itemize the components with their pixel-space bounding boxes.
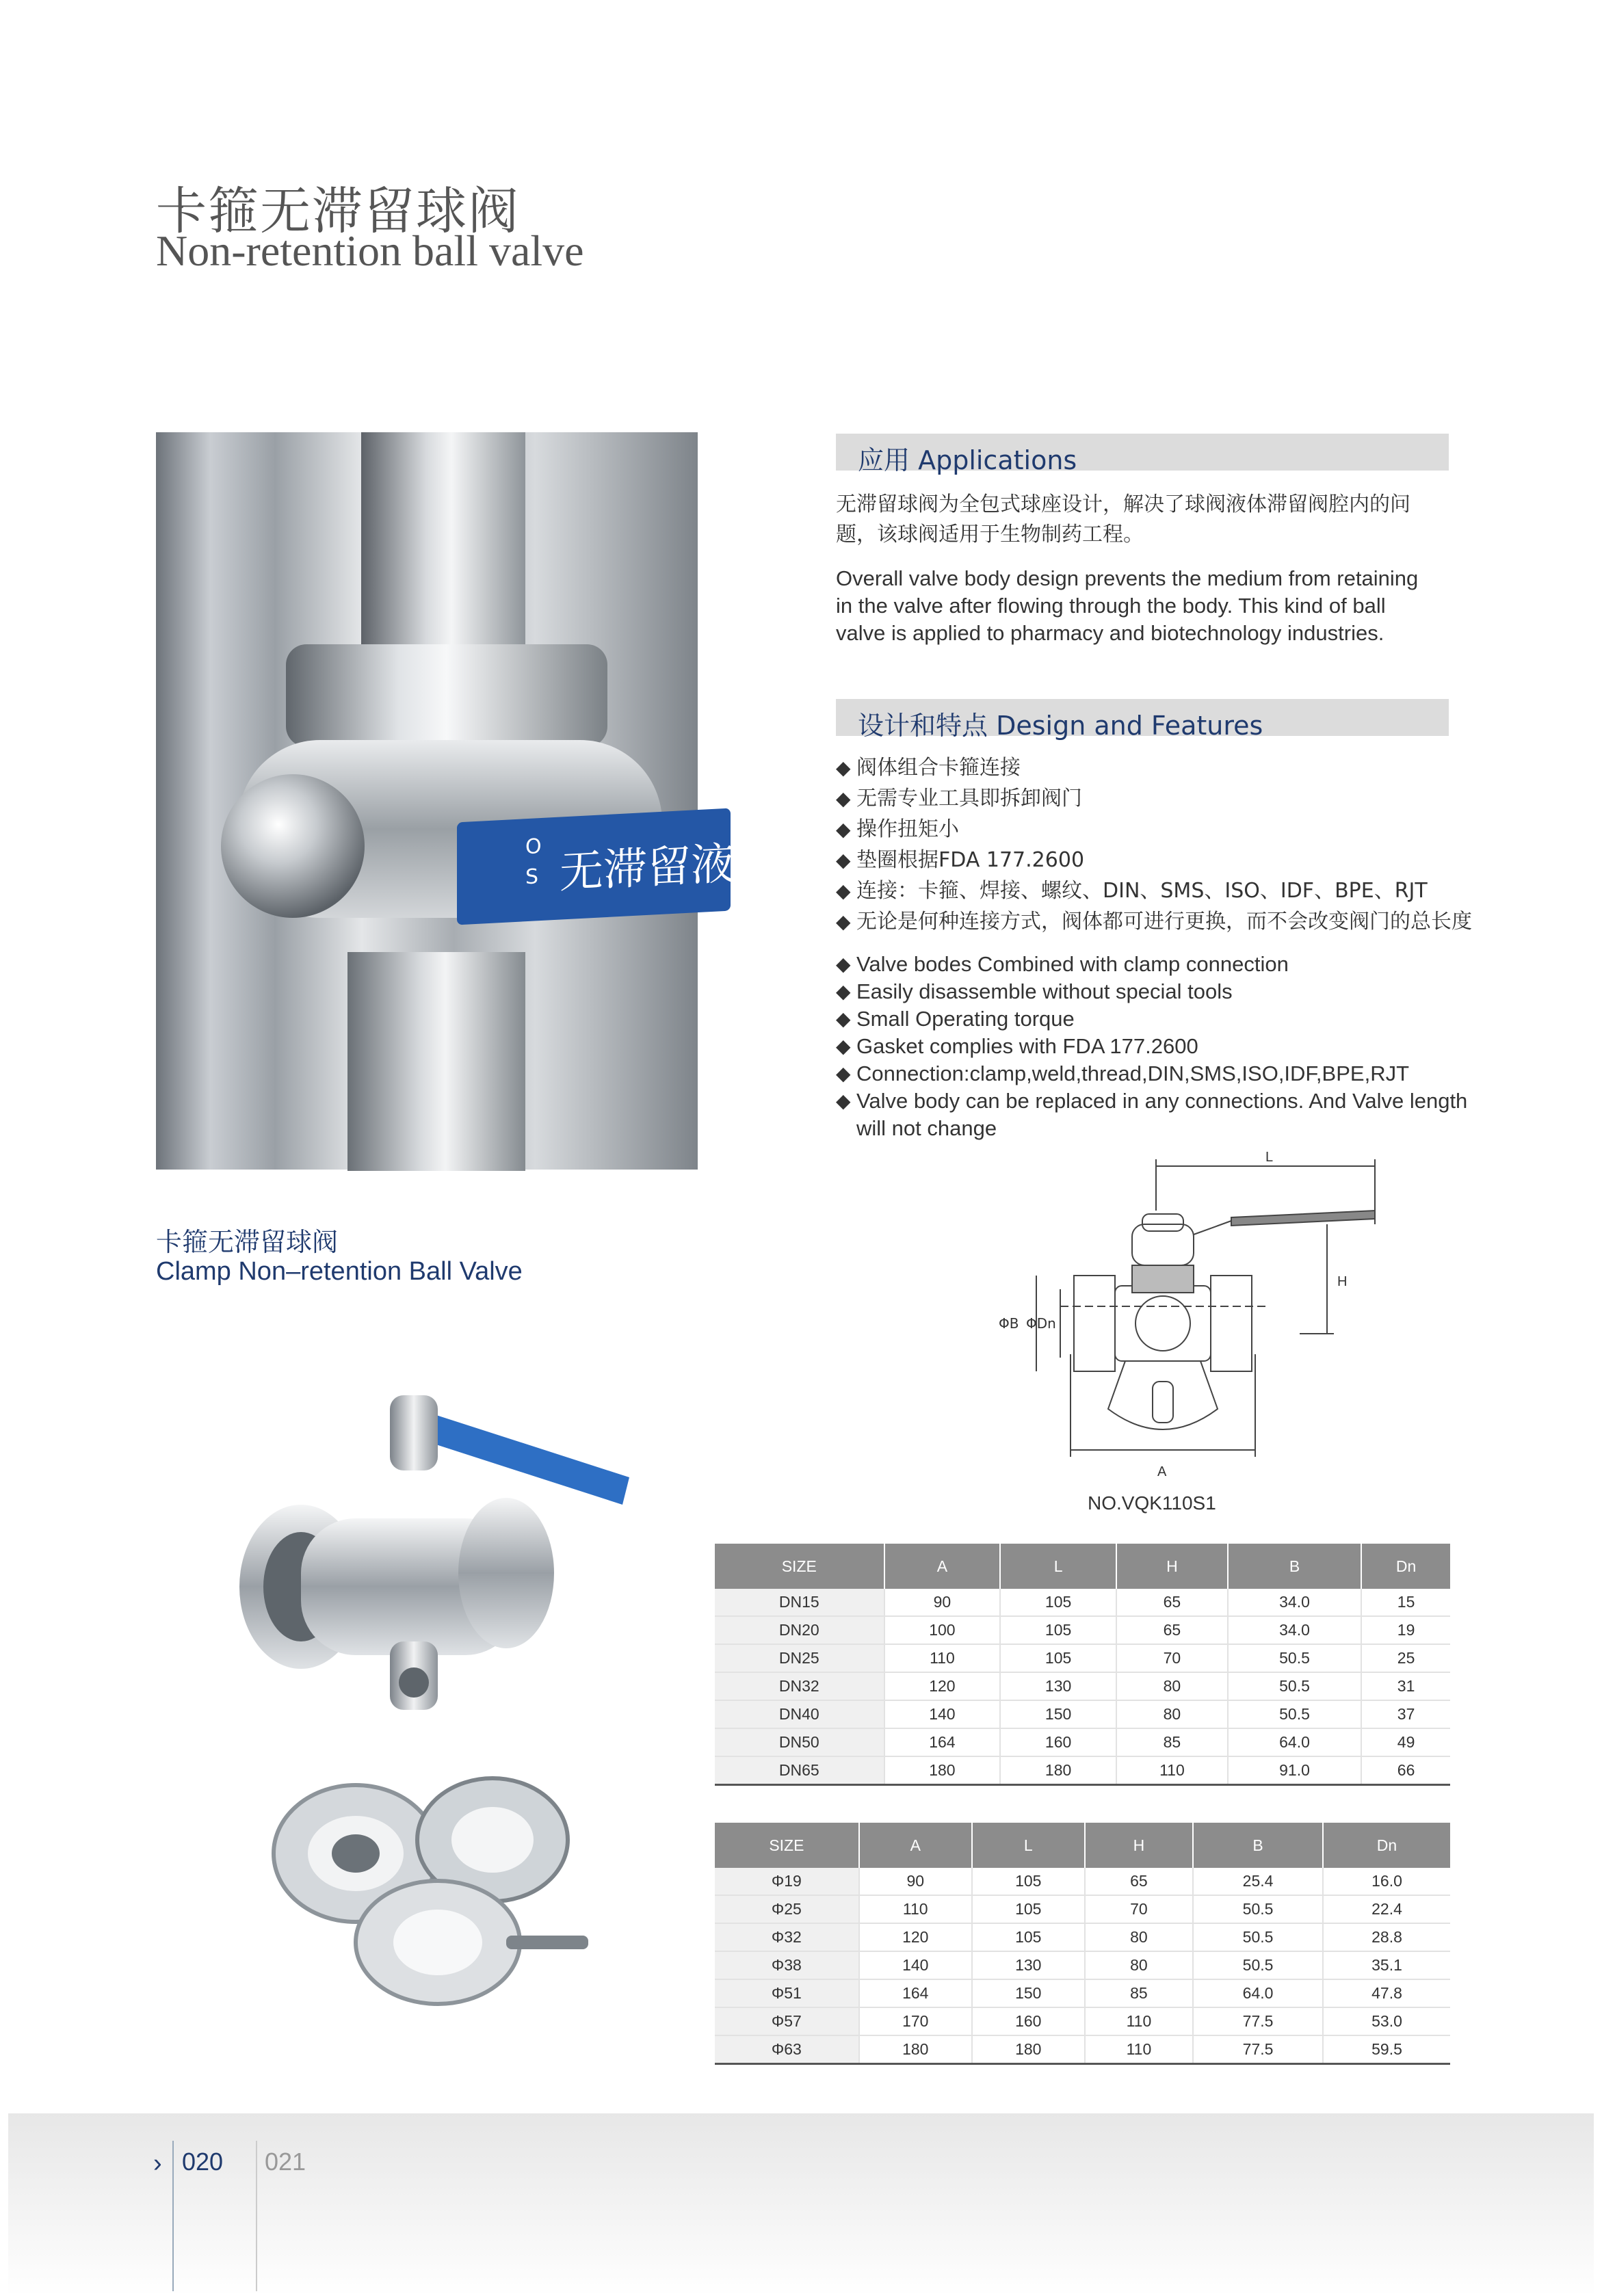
table-row xyxy=(715,1895,1450,1923)
table-cell: 53.0 xyxy=(1323,2007,1450,2035)
table-cell: Φ25 xyxy=(715,1895,859,1923)
col-header: L xyxy=(1000,1544,1116,1589)
table-cell: 105 xyxy=(1000,1616,1116,1644)
list-item: ◆ 阀体组合卡箍连接 xyxy=(836,752,1520,783)
table-cell: 28.8 xyxy=(1323,1923,1450,1951)
table-cell: DN40 xyxy=(715,1700,884,1728)
table-cell: 80 xyxy=(1085,1951,1193,1979)
table-cell: 180 xyxy=(972,2035,1085,2064)
table-cell: 50.5 xyxy=(1193,1951,1323,1979)
table-row xyxy=(715,1728,1450,1756)
valve-handle xyxy=(457,808,735,925)
table-row xyxy=(715,1756,1450,1785)
table-cell: 110 xyxy=(859,1895,972,1923)
table-cell: 180 xyxy=(1000,1756,1116,1785)
list-item: ◆ Connection:clamp,weld,thread,DIN,SMS,ISO,IDF,BPE,RJT xyxy=(836,1060,1479,1087)
table-cell: Φ51 xyxy=(715,1979,859,2007)
table-cell: Φ32 xyxy=(715,1923,859,1951)
table-cell: 180 xyxy=(859,2035,972,2064)
col-header: A xyxy=(859,1823,972,1868)
col-header: B xyxy=(1228,1544,1361,1589)
table-cell: 64.0 xyxy=(1228,1728,1361,1756)
col-header: Dn xyxy=(1323,1823,1450,1868)
col-header: SIZE xyxy=(715,1823,859,1868)
table-cell: Φ19 xyxy=(715,1868,859,1895)
table-row xyxy=(715,2007,1450,2035)
table-cell: 34.0 xyxy=(1228,1589,1361,1616)
drawing-model-number: NO.VQK110S1 xyxy=(1088,1492,1216,1514)
applications-heading: 应用 Applications xyxy=(836,434,1449,471)
col-header: H xyxy=(1116,1544,1228,1589)
col-header: Dn xyxy=(1361,1544,1450,1589)
table-cell: 49 xyxy=(1361,1728,1450,1756)
dim-label-l: L xyxy=(1265,1150,1274,1165)
table-cell: 77.5 xyxy=(1193,2007,1323,2035)
table-cell: 130 xyxy=(972,1951,1085,1979)
table-cell: 65 xyxy=(1116,1589,1228,1616)
spec-table-dn xyxy=(715,1544,1450,1786)
chevron-right-icon: › xyxy=(153,2149,162,2178)
table-cell: 25.4 xyxy=(1193,1868,1323,1895)
col-header: L xyxy=(972,1823,1085,1868)
table-cell: 50.5 xyxy=(1193,1895,1323,1923)
applications-text-cn: 无滞留球阀为全包式球座设计，解决了球阀液体滞留阀腔内的问题，该球阀适用于生物制药工程。 xyxy=(836,492,1410,546)
table-row xyxy=(715,1868,1450,1895)
table-cell: 22.4 xyxy=(1323,1895,1450,1923)
caption-cn: 卡箍无滞留球阀 xyxy=(156,1227,339,1257)
col-header: B xyxy=(1193,1823,1323,1868)
table-cell: 110 xyxy=(884,1644,1001,1672)
table-cell: 31 xyxy=(1361,1672,1450,1700)
table-cell: 70 xyxy=(1085,1895,1193,1923)
table-cell: 50.5 xyxy=(1228,1700,1361,1728)
list-item: ◆ 无论是何种连接方式，阀体都可进行更换，而不会改变阀门的总长度 xyxy=(836,906,1520,937)
list-item: ◆ Valve bodes Combined with clamp connection xyxy=(836,951,1479,978)
table-cell: 50.5 xyxy=(1228,1672,1361,1700)
table-cell: 100 xyxy=(884,1616,1001,1644)
table-cell: 180 xyxy=(884,1756,1001,1785)
table-cell: 170 xyxy=(859,2007,972,2035)
pipe-top xyxy=(361,432,525,678)
table-cell: 80 xyxy=(1116,1672,1228,1700)
table-row xyxy=(715,2035,1450,2064)
dim-label-b: ΦB xyxy=(999,1315,1019,1332)
product-photo-closeup xyxy=(156,432,735,1170)
page-number-next: 021 xyxy=(265,2148,306,2176)
table-cell: 140 xyxy=(859,1951,972,1979)
handle-text: 无滞留液 xyxy=(560,839,735,899)
table-cell: Φ63 xyxy=(715,2035,859,2064)
technical-drawing xyxy=(958,1149,1395,1505)
list-item: ◆ 无需专业工具即拆卸阀门 xyxy=(836,783,1520,814)
list-item: ◆ 操作扭矩小 xyxy=(836,814,1520,845)
page-title-cn: 卡箍无滞留球阀 xyxy=(156,182,520,241)
table-cell: 37 xyxy=(1361,1700,1450,1728)
table-row xyxy=(715,1951,1450,1979)
table-cell: 105 xyxy=(972,1895,1085,1923)
table-cell: DN50 xyxy=(715,1728,884,1756)
table-cell: 85 xyxy=(1116,1728,1228,1756)
table-cell: 120 xyxy=(859,1923,972,1951)
table-cell: DN32 xyxy=(715,1672,884,1700)
table-row xyxy=(715,1923,1450,1951)
table-cell: 85 xyxy=(1085,1979,1193,2007)
table-cell: 16.0 xyxy=(1323,1868,1450,1895)
table-cell: 80 xyxy=(1085,1923,1193,1951)
table-cell: 105 xyxy=(1000,1589,1116,1616)
table-cell: 34.0 xyxy=(1228,1616,1361,1644)
table-cell: 64.0 xyxy=(1193,1979,1323,2007)
table-row xyxy=(715,1589,1450,1616)
col-header: A xyxy=(884,1544,1001,1589)
col-header: SIZE xyxy=(715,1544,884,1589)
table-cell: 110 xyxy=(1085,2035,1193,2064)
page-number-current: 020 xyxy=(182,2148,224,2176)
table-cell: Φ38 xyxy=(715,1951,859,1979)
table-cell: 120 xyxy=(884,1672,1001,1700)
table-cell: 90 xyxy=(884,1589,1001,1616)
table-row xyxy=(715,1616,1450,1644)
table-cell: 91.0 xyxy=(1228,1756,1361,1785)
table-cell: DN25 xyxy=(715,1644,884,1672)
table-cell: 110 xyxy=(1116,1756,1228,1785)
table-cell: 77.5 xyxy=(1193,2035,1323,2064)
table-cell: 164 xyxy=(859,1979,972,2007)
table-cell: 65 xyxy=(1116,1616,1228,1644)
list-item: ◆ Gasket complies with FDA 177.2600 xyxy=(836,1033,1479,1060)
table-header-row xyxy=(715,1823,1450,1868)
table-cell: 15 xyxy=(1361,1589,1450,1616)
pipe-bottom xyxy=(347,952,525,1171)
table-cell: DN65 xyxy=(715,1756,884,1785)
table-row xyxy=(715,1979,1450,2007)
table-cell: 50.5 xyxy=(1228,1644,1361,1672)
dim-label-dn: ΦDn xyxy=(1026,1315,1056,1332)
table-cell: 160 xyxy=(1000,1728,1116,1756)
page-title-en: Non-retention ball valve xyxy=(156,226,584,275)
list-item: ◆ Small Operating torque xyxy=(836,1005,1479,1033)
table-cell: 105 xyxy=(972,1868,1085,1895)
table-cell: 150 xyxy=(972,1979,1085,2007)
table-cell: 47.8 xyxy=(1323,1979,1450,2007)
spec-table-phi xyxy=(715,1823,1450,2065)
caption-en: Clamp Non–retention Ball Valve xyxy=(156,1257,523,1286)
table-cell: 66 xyxy=(1361,1756,1450,1785)
table-cell: 59.5 xyxy=(1323,2035,1450,2064)
features-list-en xyxy=(836,951,1479,1142)
table-cell: 19 xyxy=(1361,1616,1450,1644)
handle-os-marks: O S xyxy=(525,834,542,890)
table-cell: 65 xyxy=(1085,1868,1193,1895)
table-cell: 160 xyxy=(972,2007,1085,2035)
table-row xyxy=(715,1700,1450,1728)
features-list-cn xyxy=(836,752,1520,937)
list-item: ◆ 连接：卡箍、焊接、螺纹、DIN、SMS、ISO、IDF、BPE、RJT xyxy=(836,875,1520,906)
applications-text-en: Overall valve body design prevents the medium from retaining in the valve after flowing through the body. This kind of ball valve is applied to pharmacy and biotechnology industries. xyxy=(836,566,1419,645)
footer-divider xyxy=(256,2141,257,2291)
list-item: ◆ 垫圈根据FDA 177.2600 xyxy=(836,845,1520,875)
table-row xyxy=(715,1672,1450,1700)
col-header: H xyxy=(1085,1823,1193,1868)
table-cell: 90 xyxy=(859,1868,972,1895)
table-row xyxy=(715,1644,1450,1672)
table-cell: 164 xyxy=(884,1728,1001,1756)
design-heading: 设计和特点 Design and Features xyxy=(836,699,1449,736)
list-item: ◆ Easily disassemble without special tools xyxy=(836,978,1479,1005)
table-cell: 140 xyxy=(884,1700,1001,1728)
page-footer xyxy=(8,2113,1594,2296)
table-cell: 110 xyxy=(1085,2007,1193,2035)
table-cell: 105 xyxy=(1000,1644,1116,1672)
table-cell: 105 xyxy=(972,1923,1085,1951)
table-cell: 80 xyxy=(1116,1700,1228,1728)
clamp-ring xyxy=(286,644,607,747)
table-cell: 50.5 xyxy=(1193,1923,1323,1951)
table-header-row xyxy=(715,1544,1450,1589)
table-cell: 25 xyxy=(1361,1644,1450,1672)
valve-nut xyxy=(221,774,365,918)
footer-divider xyxy=(172,2141,174,2291)
table-cell: 150 xyxy=(1000,1700,1116,1728)
list-item: ◆ Valve body can be replaced in any connections. And Valve length will not change xyxy=(836,1087,1479,1142)
table-cell: DN15 xyxy=(715,1589,884,1616)
table-cell: 70 xyxy=(1116,1644,1228,1672)
table-cell: 35.1 xyxy=(1323,1951,1450,1979)
dim-label-a: A xyxy=(1157,1464,1167,1479)
dim-label-h: H xyxy=(1337,1274,1348,1289)
product-photo-parts xyxy=(267,1765,595,2011)
table-cell: Φ57 xyxy=(715,2007,859,2035)
table-cell: 130 xyxy=(1000,1672,1116,1700)
product-photo-valve xyxy=(226,1382,636,1717)
table-cell: DN20 xyxy=(715,1616,884,1644)
